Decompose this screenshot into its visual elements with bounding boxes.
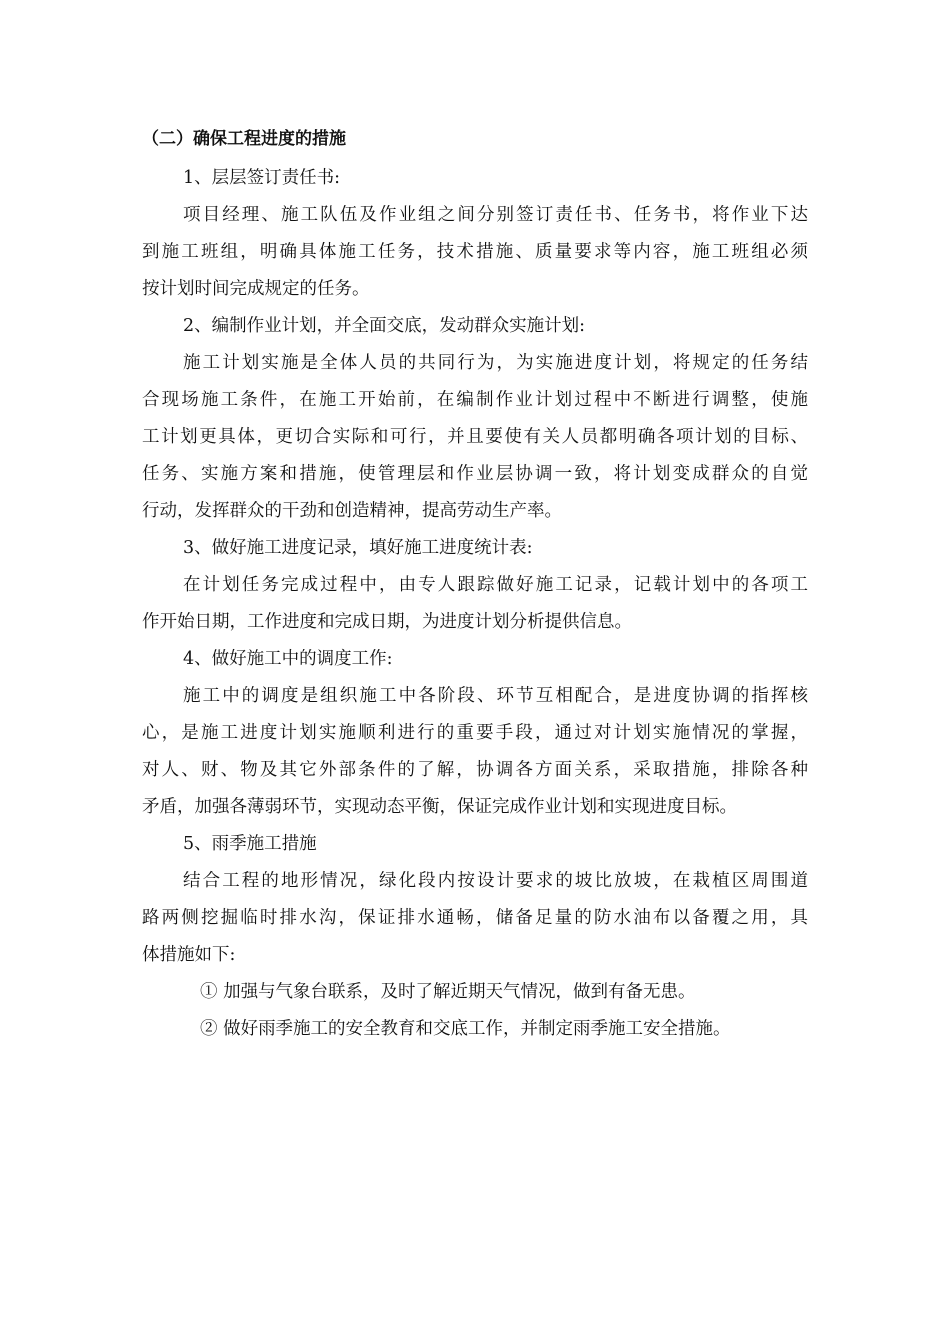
paragraph-line: 对人、财、物及其它外部条件的了解，协调各方面关系，采取措施，排除各种 xyxy=(142,760,808,780)
paragraph-line: 任务、实施方案和措施，使管理层和作业层协调一致，将计划变成群众的自觉 xyxy=(142,464,808,484)
subheading-2: 2、编制作业计划，并全面交底，发动群众实施计划: xyxy=(183,316,586,336)
list-item: ② 做好雨季施工的安全教育和交底工作，并制定雨季施工安全措施。 xyxy=(200,1019,731,1039)
paragraph-line: 作开始日期，工作进度和完成日期，为进度计划分析提供信息。 xyxy=(142,612,632,632)
paragraph-line: 项目经理、施工队伍及作业组之间分别签订责任书、任务书，将作业下达 xyxy=(183,205,808,225)
subheading-5: 5、雨季施工措施 xyxy=(183,834,317,854)
paragraph-line: 行动，发挥群众的干劲和创造精神，提高劳动生产率。 xyxy=(142,501,562,521)
paragraph-line: 施工计划实施是全体人员的共同行为，为实施进度计划，将规定的任务结 xyxy=(183,353,808,373)
paragraph-line: 结合工程的地形情况，绿化段内按设计要求的坡比放坡，在栽植区周围道 xyxy=(183,871,808,891)
subheading-4: 4、做好施工中的调度工作: xyxy=(183,649,393,669)
paragraph-line: 合现场施工条件，在施工开始前，在编制作业计划过程中不断进行调整，使施 xyxy=(142,390,808,410)
paragraph-line: 体措施如下: xyxy=(142,945,236,965)
section-heading: （二）确保工程进度的措施 xyxy=(142,129,346,149)
paragraph-line: 心，是施工进度计划实施顺利进行的重要手段，通过对计划实施情况的掌握， xyxy=(142,723,808,743)
paragraph-line: 按计划时间完成规定的任务。 xyxy=(142,279,370,299)
paragraph-line: 到施工班组，明确具体施工任务，技术措施、质量要求等内容，施工班组必须 xyxy=(142,242,808,262)
paragraph-line: 施工中的调度是组织施工中各阶段、环节互相配合，是进度协调的指挥核 xyxy=(183,686,808,706)
paragraph-line: 矛盾，加强各薄弱环节，实现动态平衡，保证完成作业计划和实现进度目标。 xyxy=(142,797,737,817)
list-item: ① 加强与气象台联系，及时了解近期天气情况，做到有备无患。 xyxy=(200,982,696,1002)
paragraph-line: 路两侧挖掘临时排水沟，保证排水通畅，储备足量的防水油布以备覆之用，具 xyxy=(142,908,808,928)
paragraph-line: 工计划更具体，更切合实际和可行，并且要使有关人员都明确各项计划的目标、 xyxy=(142,427,808,447)
subheading-3: 3、做好施工进度记录，填好施工进度统计表: xyxy=(183,538,533,558)
paragraph-line: 在计划任务完成过程中，由专人跟踪做好施工记录，记载计划中的各项工 xyxy=(183,575,808,595)
subheading-1: 1、层层签订责任书: xyxy=(183,168,341,188)
document-body xyxy=(142,124,808,1048)
